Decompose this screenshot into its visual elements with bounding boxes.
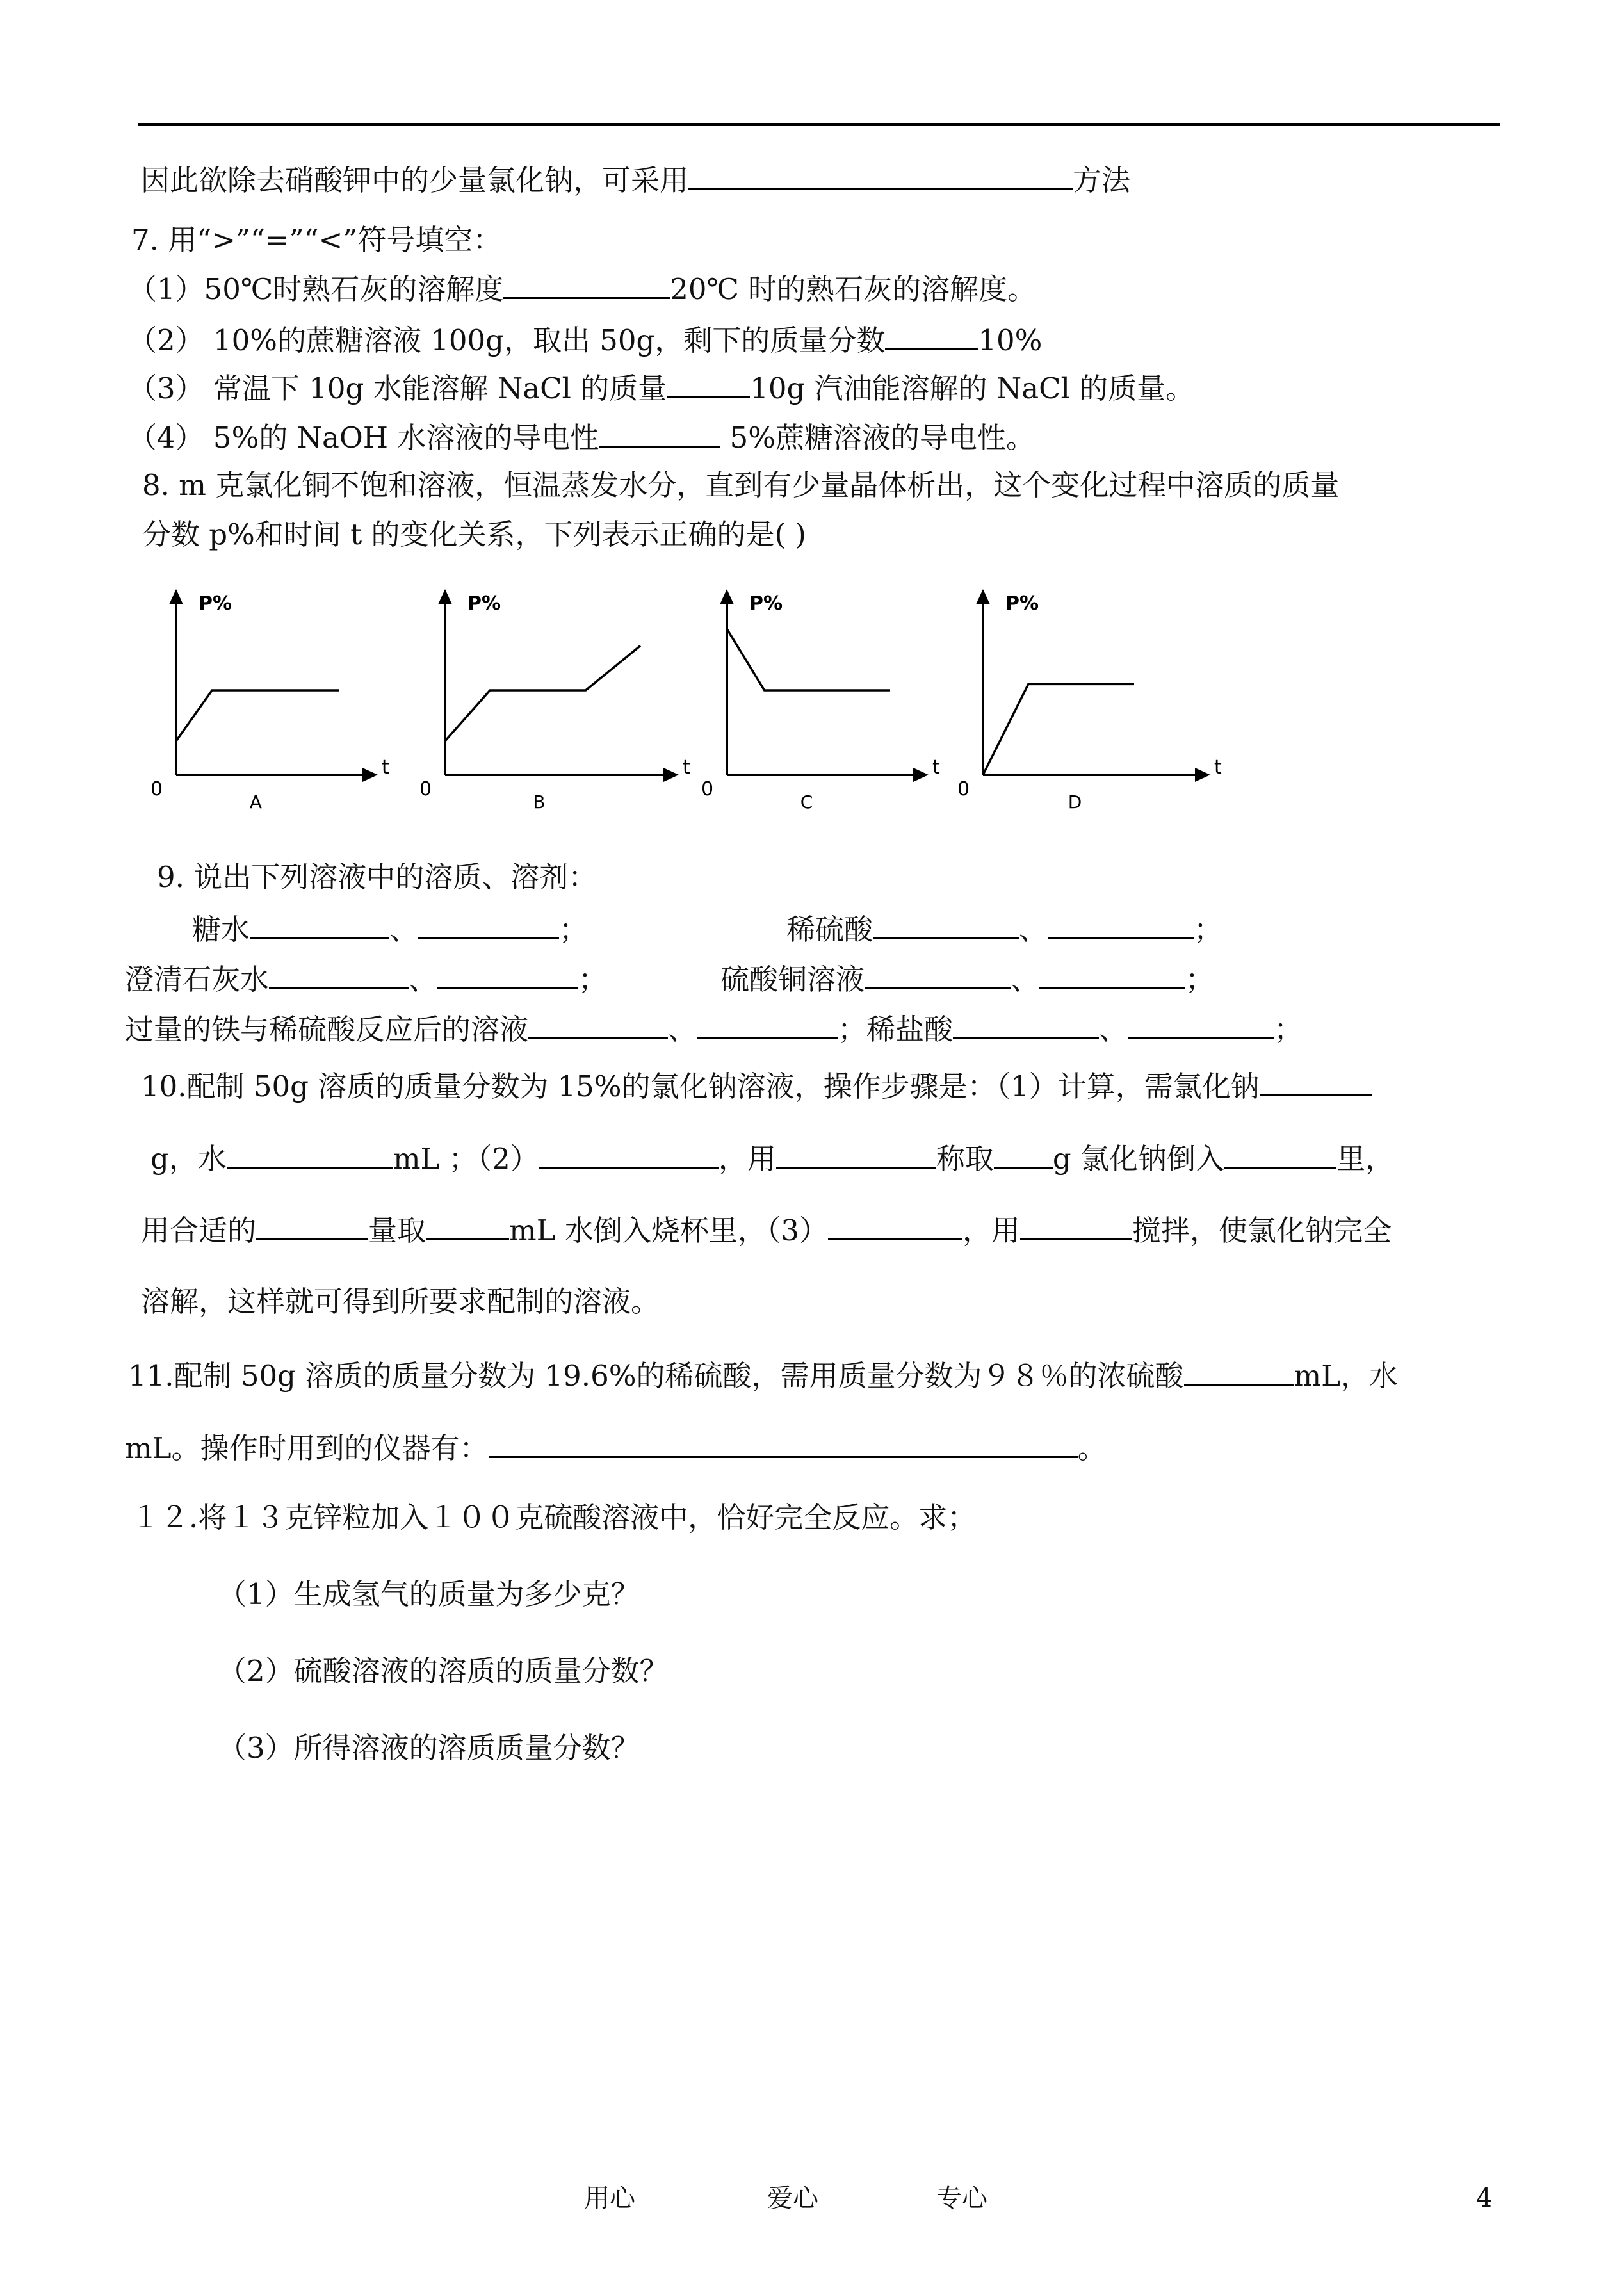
text: 、 [389, 912, 419, 946]
question-7-item-3 [128, 368, 1194, 408]
origin-label: 0 [957, 778, 970, 800]
text: （2） 10%的蔗糖溶液 100g，取出 50g，剩下的质量分数 [128, 323, 886, 357]
text: 、 [1011, 962, 1040, 996]
text: 方法 [1073, 163, 1131, 197]
answer-blank[interactable] [1048, 909, 1194, 939]
page-number: 4 [1476, 2184, 1493, 2213]
question-7-item-1 [128, 269, 1036, 309]
question-9-row-2-left [125, 959, 607, 999]
text: 稀硫酸 [786, 912, 873, 946]
x-axis-arrow [362, 768, 378, 782]
text: （4） 5%的 NaOH 水溶液的导电性 [128, 421, 599, 455]
x-axis-arrow [663, 768, 679, 782]
question-8-line-1: 8. m 克氯化铜不饱和溶液，恒温蒸发水分，直到有少量晶体析出，这个变化过程中溶质的质量 [142, 468, 1340, 502]
question-12-heading: １２.将１３克锌粒加入１００克硫酸溶液中，恰好完全反应。求； [131, 1500, 977, 1534]
question-7-item-2 [128, 320, 1042, 360]
footer-word-2: 爱心 [767, 2184, 818, 2213]
y-axis-label: P% [749, 592, 783, 615]
text: 过量的铁与稀硫酸反应后的溶液 [125, 1012, 529, 1046]
answer-blank[interactable] [256, 1210, 368, 1240]
answer-blank[interactable] [688, 160, 1073, 190]
x-axis-label: t [1214, 756, 1222, 779]
answer-blank[interactable] [953, 1009, 1099, 1039]
x-axis-arrow [1195, 768, 1210, 782]
origin-label: 0 [419, 778, 432, 800]
text: 澄清石灰水 [125, 962, 270, 996]
data-line [727, 629, 890, 690]
answer-blank[interactable] [1039, 959, 1185, 989]
answer-blank[interactable] [1128, 1009, 1274, 1039]
graph-b[interactable] [416, 564, 704, 820]
y-axis-arrow [438, 589, 452, 604]
question-10-line-3 [141, 1210, 1392, 1250]
text: 11.配制 50g 溶质的质量分数为 19.6%的稀硫酸，需用质量分数为９８％的浓硫酸 [128, 1359, 1184, 1393]
text: 、 [409, 962, 438, 996]
data-line [445, 645, 640, 741]
text: ； [559, 912, 589, 946]
answer-blank[interactable] [437, 959, 578, 989]
text: 糖水 [192, 912, 250, 946]
text: mL，水 [1294, 1359, 1399, 1393]
answer-blank[interactable] [539, 1139, 719, 1169]
question-8-line-2: 分数 p%和时间 t 的变化关系，下列表示正确的是( ) [142, 517, 806, 551]
question-7-heading: 7. 用“>”“=”“<”符号填空： [131, 223, 502, 257]
text: 5%蔗糖溶液的导电性。 [729, 421, 1035, 455]
answer-blank[interactable] [599, 418, 720, 448]
graph-caption: B [533, 791, 546, 813]
footer-word-1: 用心 [584, 2184, 635, 2213]
text: 20℃ 时的熟石灰的溶解度。 [670, 272, 1037, 306]
text: 10% [978, 323, 1043, 357]
graph-caption: A [249, 791, 262, 813]
text: 用合适的 [141, 1213, 257, 1247]
text: mL ；（2） [393, 1142, 539, 1176]
text: ，用 [718, 1142, 776, 1176]
answer-blank[interactable] [489, 1428, 1078, 1458]
text: 。 [1077, 1431, 1107, 1465]
answer-blank[interactable] [269, 959, 409, 989]
text: 因此欲除去硝酸钾中的少量氯化钠，可采用 [141, 163, 689, 197]
text: g，水 [150, 1142, 227, 1176]
footer-word-3: 专心 [936, 2184, 987, 2213]
text: ； [578, 962, 608, 996]
text: 10.配制 50g 溶质的质量分数为 15%的氯化钠溶液，操作步骤是：（1）计算，需氯化钠 [141, 1069, 1260, 1103]
text: 硫酸铜溶液 [720, 962, 865, 996]
y-axis-label: P% [1005, 592, 1039, 615]
text: 、 [1019, 912, 1048, 946]
question-9-row-1-left [192, 909, 588, 949]
text: 10g 汽油能溶解的 NaCl 的质量。 [750, 371, 1195, 405]
data-line [983, 684, 1134, 775]
y-axis-arrow [169, 589, 183, 604]
text: ； [1274, 1012, 1303, 1046]
x-axis-label: t [382, 756, 389, 779]
answer-blank[interactable] [503, 269, 670, 299]
origin-label: 0 [701, 778, 714, 800]
answer-blank[interactable] [418, 909, 559, 939]
question-9-row-2-right [720, 959, 1214, 999]
data-line [176, 690, 339, 741]
text: ，用 [962, 1213, 1021, 1247]
graph-c[interactable] [698, 564, 954, 820]
origin-label: 0 [150, 778, 163, 800]
graph-caption: D [1068, 791, 1082, 813]
y-axis-label: P% [467, 592, 501, 615]
text-line-1 [141, 160, 1130, 200]
question-11-line-2 [125, 1428, 1107, 1468]
text: ；稀盐酸 [838, 1012, 954, 1046]
answer-blank[interactable] [528, 1009, 668, 1039]
answer-blank[interactable] [426, 1210, 509, 1240]
text: ； [1185, 962, 1215, 996]
question-9-row-1-right [786, 909, 1222, 949]
y-axis-label: P% [199, 592, 232, 615]
text: 、 [1099, 1012, 1128, 1046]
question-10-line-1 [141, 1066, 1372, 1106]
answer-blank[interactable] [697, 1009, 838, 1039]
answer-blank[interactable] [1260, 1066, 1372, 1096]
text: mL。操作时用到的仪器有： [125, 1431, 489, 1465]
answer-blank[interactable] [667, 368, 750, 398]
question-9-row-3 [125, 1009, 1303, 1049]
question-10-line-2 [150, 1139, 1394, 1178]
text: 称取 [936, 1142, 994, 1176]
text: 搅拌，使氯化钠完全 [1132, 1213, 1392, 1247]
answer-blank[interactable] [865, 959, 1011, 989]
answer-blank[interactable] [873, 909, 1019, 939]
text: 、 [668, 1012, 697, 1046]
text: ； [1194, 912, 1223, 946]
question-10-line-4: 溶解，这样就可得到所要求配制的溶液。 [141, 1285, 660, 1318]
question-9-heading: 9. 说出下列溶液中的溶质、溶剂： [157, 860, 597, 894]
answer-blank[interactable] [227, 1139, 393, 1169]
text: g 氯化钠倒入 [1052, 1142, 1224, 1176]
question-11-line-1 [128, 1356, 1398, 1395]
text: （1）50℃时熟石灰的溶解度 [128, 272, 504, 306]
graph-caption: C [800, 791, 813, 813]
graph-a[interactable] [147, 564, 403, 820]
answer-blank[interactable] [828, 1210, 962, 1240]
question-12-part-1: （1）生成氢气的质量为多少克？ [218, 1577, 640, 1611]
x-axis-arrow [913, 768, 929, 782]
text: （3） 常温下 10g 水能溶解 NaCl 的质量 [128, 371, 667, 405]
answer-blank[interactable] [1224, 1139, 1336, 1169]
answer-blank[interactable] [994, 1139, 1053, 1169]
answer-blank[interactable] [1020, 1210, 1132, 1240]
text: 里， [1336, 1142, 1394, 1176]
x-axis-label: t [932, 756, 940, 779]
text: mL 水倒入烧杯里，（3） [509, 1213, 829, 1247]
answer-blank[interactable] [1184, 1356, 1294, 1386]
answer-blank[interactable] [250, 909, 389, 939]
answer-blank[interactable] [776, 1139, 936, 1169]
question-12-part-2: （2）硫酸溶液的溶质的质量分数？ [218, 1654, 669, 1688]
header-rule [138, 123, 1500, 126]
y-axis-arrow [976, 589, 990, 604]
y-axis-arrow [720, 589, 734, 604]
graph-d[interactable] [954, 564, 1236, 820]
answer-blank[interactable] [885, 320, 978, 350]
x-axis-label: t [683, 756, 690, 779]
question-7-item-4 [128, 418, 1035, 457]
question-12-part-3: （3）所得溶液的溶质质量分数？ [218, 1731, 640, 1765]
text: 量取 [368, 1213, 426, 1247]
